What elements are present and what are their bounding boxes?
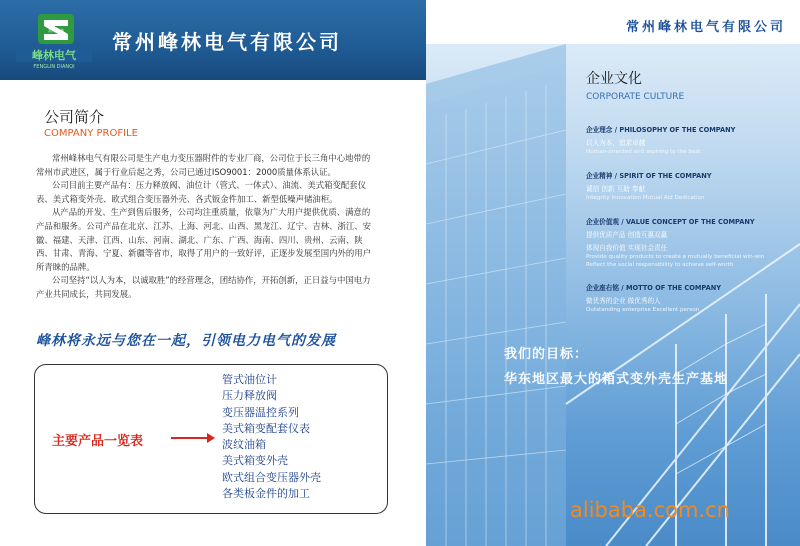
slogan: 峰林将永远与您在一起，引领电力电气的发展 <box>36 333 336 349</box>
culture-title: 企业文化 <box>586 71 642 87</box>
intro-subtitle: COMPANY PROFILE <box>44 128 138 139</box>
logo-text-en: FENGLIN DIANQI <box>33 64 75 70</box>
product-item: 压力释放阀 <box>222 389 277 403</box>
culture-heading: 企业理念 / PHILOSOPHY OF THE COMPANY <box>586 126 736 134</box>
company-name-right: 常州峰林电气有限公司 <box>625 20 786 35</box>
intro-text <box>36 152 376 302</box>
culture-spirit <box>586 170 786 201</box>
intro-paragraph: 常州峰林电气有限公司是生产电力变压器附件的专业厂商，公司位于长三角中心地带的常州市武进区，属于行业后起之秀，公司已通过ISO9001：2000质量体系认证。 <box>36 153 371 177</box>
goal-title: 我们的目标： <box>504 347 589 362</box>
products-list <box>222 372 321 502</box>
intro-title: 公司简介 <box>44 108 105 126</box>
culture-heading: 企业价值观 / VALUE CONCEPT OF THE COMPANY <box>586 218 755 226</box>
product-item: 变压器温控系列 <box>222 405 299 419</box>
culture-philosophy <box>586 124 786 155</box>
culture-text-en: Provide quality products to create a mutually beneficial win-win <box>586 254 765 260</box>
culture-text-cn: 以人为本，追求卓越 <box>586 139 646 147</box>
culture-values <box>586 216 786 268</box>
culture-text-en: Human-oriented and aspiring to the best <box>586 149 701 155</box>
company-logo <box>16 12 92 70</box>
product-item: 美式箱变配套仪表 <box>222 421 310 435</box>
logo-graphic <box>16 12 92 70</box>
watermark: alibaba.com.cn <box>570 498 730 522</box>
logo-text-top: 常州峰林 <box>48 28 64 33</box>
culture-text-en: Reflect the social responsibility to achieve self-worth <box>586 262 734 268</box>
product-item: 美式箱变外壳 <box>222 454 288 468</box>
right-page <box>426 0 800 546</box>
product-item: 欧式组合变压器外壳 <box>222 470 321 484</box>
culture-text-cn: 提供优质产品 创造互惠双赢 <box>586 231 668 239</box>
logo-text-main: 峰林电气 <box>32 49 76 62</box>
intro-paragraph: 公司目前主要产品有：压力释放阀、油位计（管式、一体式）、油流、美式箱变配套仪表、美式箱变外壳、欧式组合变压器外壳、各式钣金件加工、新型低噪声储油柜。 <box>36 180 367 204</box>
culture-subtitle: CORPORATE CULTURE <box>586 92 685 102</box>
culture-heading: 企业精神 / SPIRIT OF THE COMPANY <box>586 172 712 180</box>
culture-motto <box>586 282 786 313</box>
culture-heading: 企业座右铭 / MOTTO OF THE COMPANY <box>586 284 722 292</box>
product-item: 管式油位计 <box>222 373 277 386</box>
culture-text-cn: 体现自我价值 实现社会责任 <box>586 244 668 252</box>
culture-text-cn: 诚信 创新 互助 奉献 <box>586 185 646 193</box>
intro-paragraph: 从产品的开发、生产到售后服务，公司均注重质量，依靠为广大用户提供优质、满意的产品和服务。公司产品在北京、江苏、上海、河北、山西、黑龙江、辽宁、吉林、浙江、安徽、福建、天津、江西、山东、河南、湖北、广东、广西、海南、四川、贵州、云南、陕西、甘肃、青海、宁夏、新疆等省市，取得了用户的一致好评，正逐步发展至国内外的用户所青睐的品牌。 <box>36 207 371 272</box>
arrow-right-icon <box>171 437 213 439</box>
company-name-header: 常州峰林电气有限公司 <box>112 30 342 54</box>
culture-text-en: Integrity Innovation Mutual Aid Dedication <box>586 195 705 201</box>
intro-paragraph: 公司坚持“以人为本，以诚取胜”的经营理念，团结协作，开拓创新，正日益与中国电力产业共同成长，共同发展。 <box>36 275 371 299</box>
products-label: 主要产品一览表 <box>52 434 144 449</box>
product-item: 各类板金件的加工 <box>222 487 310 501</box>
culture-text-en: Outstanding enterprise Excellent person <box>586 307 700 313</box>
product-item: 波纹油箱 <box>222 438 266 452</box>
goal-text: 华东地区最大的箱式变外壳生产基地 <box>504 372 729 387</box>
culture-text-cn: 做优秀的企业 做优秀的人 <box>586 297 661 305</box>
